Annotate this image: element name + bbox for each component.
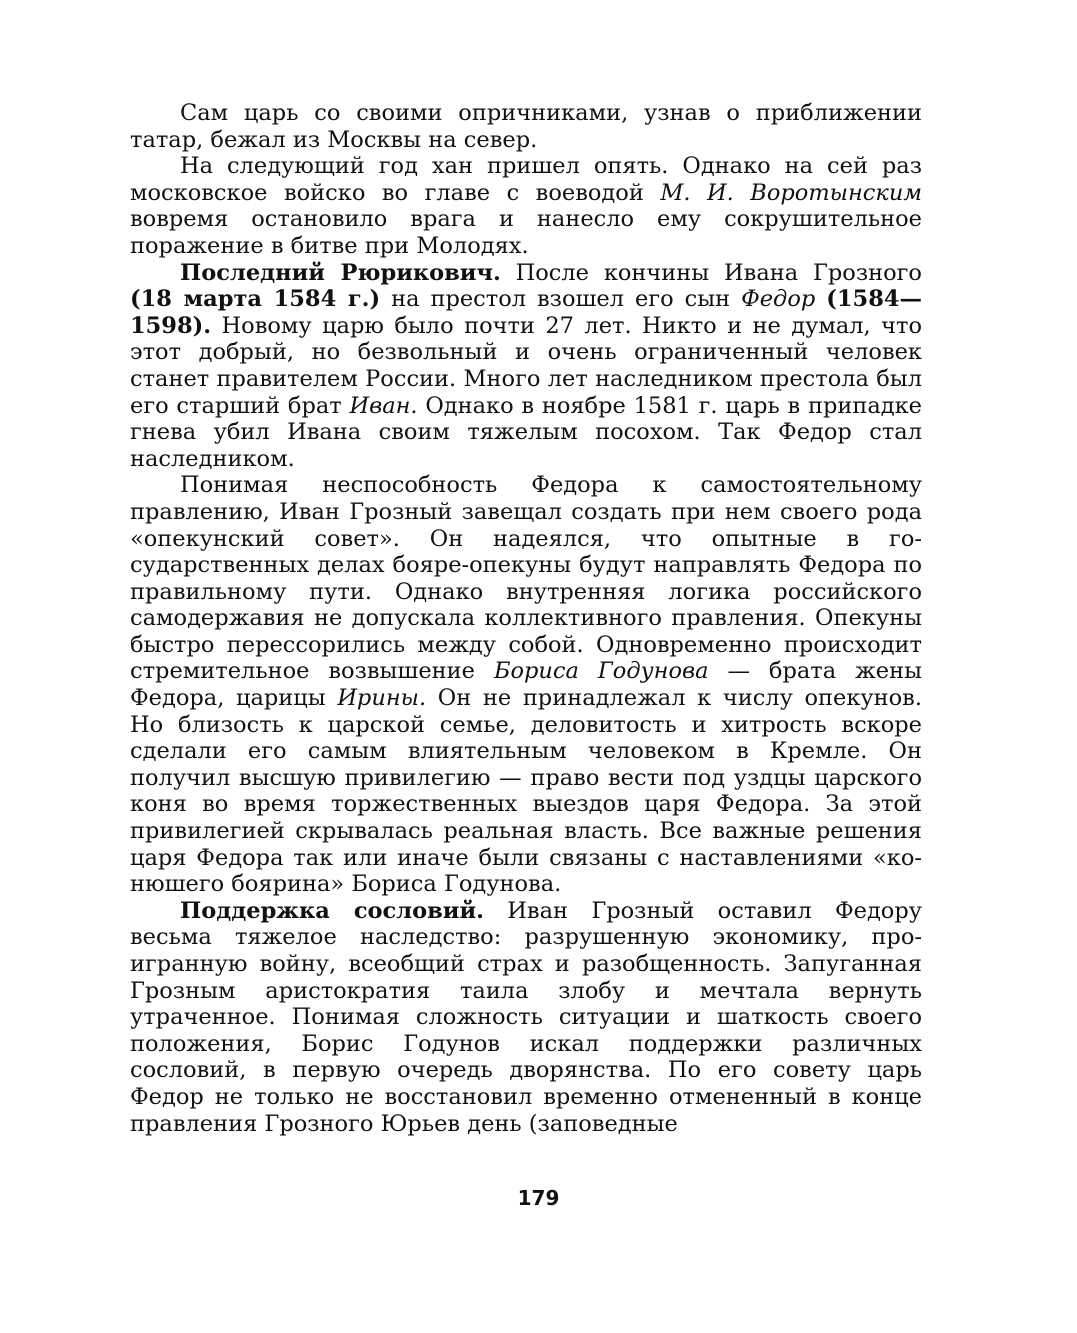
paragraph-2-text-1: На следующий год хан пришел опять. Однако на сей раз московское войско во главе с воеводой xyxy=(130,153,922,206)
reign-years: (1584—1598). xyxy=(130,286,923,339)
paragraph-4-text-2: — брата жены Федора, царицы xyxy=(130,658,922,712)
paragraph-1-text: Сам царь со своими опричниками, узнав о приближении татар, бежал из Москвы на север. xyxy=(130,100,922,153)
name-ivan: Иван. xyxy=(349,392,418,419)
date-march-1584: (18 марта 1584 г.) xyxy=(130,286,381,313)
paragraph-5 xyxy=(130,898,922,1137)
paragraph-3-text-4: Новому царю было почти 27 лет. Никто и не думал, что этот добрый, но безвольный и очень ограниченный человек станет правителем России. Много лет наследником престола был его старший брат xyxy=(130,312,922,419)
name-irina: Ирины. xyxy=(337,685,427,712)
page-body xyxy=(130,100,922,1137)
name-boris-godunov: Бориса Годунова xyxy=(493,658,709,685)
name-vorotynsky: М. И. Воротынским xyxy=(660,179,922,206)
section-heading-last-rurikid: Последний Рюрикович. xyxy=(180,259,501,286)
paragraph-4 xyxy=(130,472,922,898)
paragraph-2 xyxy=(130,153,922,259)
paragraph-3 xyxy=(130,260,922,473)
paragraph-2-text-2: вовремя остановило врага и нанесло ему сокрушительное поражение в битве при Молодях. xyxy=(130,206,922,259)
paragraph-5-text-1: Иван Грозный оставил Федору весьма тяжелое наследство: разрушенную экономику, проигранную войну, всеобщий страх и разобщенность. Запуганная Грозным аристократия таила злобу и мечтала вернуть утраченное. Понимая сложность ситуации и шаткость своего положения, Борис Годунов искал поддержки различных сословий, в первую очередь дворянства. По его совету царь Федор не только не восстановил временно отмененный в конце правления Грозного Юрьев день (заповедные xyxy=(130,897,922,1137)
paragraph-3-text-5: Однако в ноябре 1581 г. царь в припадке гнева убил Ивана своим тяжелым посохом. Так Федор стал наследником. xyxy=(130,392,922,472)
name-fedor: Федор xyxy=(741,286,816,313)
paragraph-4-text-3: Он не принадлежал к числу опекунов. Но близость к царской семье, деловитость и хитрость вскоре сделали его самым влиятельным человеком в Кремле. Он получил высшую привилегию — право вести под уздцы царского коня во время торжественных выездов царя Федора. За этой привилегией скрывалась реальная власть. Все важные решения царя Федора так или иначе были связаны с наставлениями «конюшего боярина» Бориса Годунова. xyxy=(130,685,922,898)
page-number: 179 xyxy=(517,1186,560,1210)
paragraph-3-text-3 xyxy=(815,286,826,312)
paragraph-4-text-1: Понимая неспособность Федора к самостоятельному правлению, Иван Грозный завещал создать при нем своего рода «опекунский совет». Он надеялся, что опытные в государственных делах бояре-опекуны будут направлять Федора по правильному пути. Однако внутренняя логика российского самодержавия не допускала коллективного правления. Опекуны быстро перессорились между собой. Одновременно происходит стремительное возвышение xyxy=(130,472,922,685)
paragraph-3-text-1: После кончины Ивана Грозного xyxy=(500,259,922,286)
paragraph-1 xyxy=(130,100,922,153)
paragraph-3-text-2: на престол взошел его сын xyxy=(380,286,742,313)
section-heading-support-of-estates: Поддержка сословий. xyxy=(180,897,484,924)
